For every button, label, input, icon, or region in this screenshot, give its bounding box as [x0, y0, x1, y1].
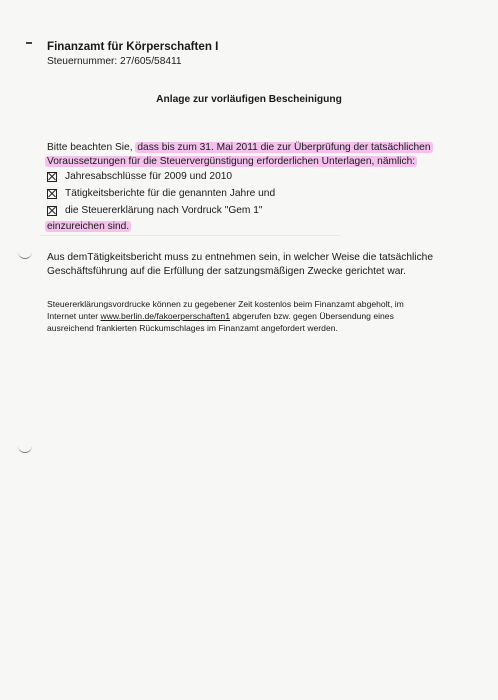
- checklist-item: [47, 205, 263, 216]
- checklist-item-label: die Steuererklärung nach Vordruck "Gem 1": [65, 205, 263, 216]
- punch-hole-mark: [18, 252, 32, 259]
- paragraph-3-line-1: Steuererklärungsvordrucke können zu gegebener Zeit kostenlos beim Finanzamt abgeholt, im: [47, 299, 404, 309]
- office-name: Finanzamt für Körperschaften I: [47, 40, 219, 53]
- document-title: Anlage zur vorläufigen Bescheinigung: [156, 94, 342, 105]
- paragraph-3-text: abgerufen bzw. gegen Übersendung eines: [229, 311, 394, 321]
- checklist-item: [47, 188, 275, 199]
- paragraph-1-intro: Bitte beachten Sie,: [47, 142, 136, 153]
- paragraph-1-line-2: [45, 155, 417, 169]
- paragraph-2-line-1: Aus demTätigkeitsbericht muss zu entnehmen sein, in welcher Weise die tatsächliche: [47, 252, 433, 263]
- paragraph-2-line-2: Geschäftsführung auf die Erfüllung der satzungsmäßigen Zwecke gerichtet war.: [47, 266, 407, 277]
- paragraph-1-line-1: [47, 141, 433, 155]
- margin-dash: [26, 42, 32, 44]
- website-link[interactable]: www.berlin.de/fakoerperschaften1: [100, 311, 230, 321]
- highlight-closing: einzureichen sind.: [47, 221, 130, 232]
- checklist-item-label: Tätigkeitsberichte für die genannten Jahre und: [65, 188, 276, 199]
- punch-hole-mark: [18, 446, 32, 453]
- checked-box-icon: [47, 172, 57, 182]
- checklist-item: [47, 171, 232, 182]
- checked-box-icon: [47, 189, 57, 199]
- closing-line: [45, 220, 131, 234]
- paragraph-3-text: Internet unter: [47, 311, 101, 321]
- tax-number: Steuernummer: 27/605/58411: [47, 56, 182, 67]
- highlight-requirements: Voraussetzungen für die Steuervergünstigung erforderlichen Unterlagen, nämlich:: [47, 156, 416, 167]
- highlight-deadline: dass bis zum 31. Mai 2011 die zur Überprüfung der tatsächlichen: [137, 142, 431, 153]
- paragraph-3-line-3: ausreichend frankierten Rückumschlages im Finanzamt angefordert werden.: [47, 323, 338, 333]
- checked-box-icon: [47, 206, 57, 216]
- paragraph-3-line-2: [47, 310, 394, 322]
- checklist-item-label: Jahresabschlüsse für 2009 und 2010: [65, 171, 233, 182]
- scan-line: [40, 235, 340, 236]
